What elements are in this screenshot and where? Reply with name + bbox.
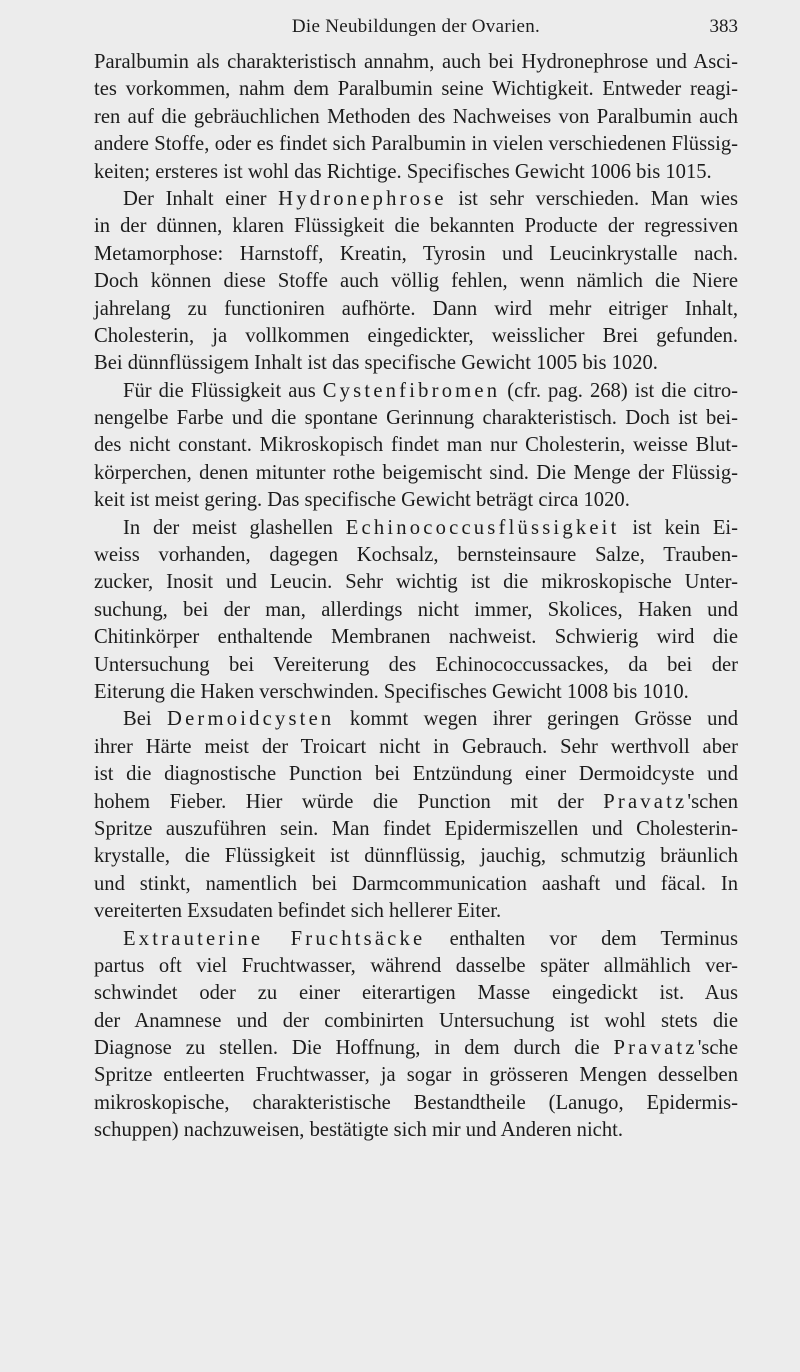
text-run: des nicht constant. Mikroskopisch findet man nur Cholesterin, weisse Blut-: [94, 434, 738, 457]
text-line: [94, 542, 738, 569]
text-run: partus oft viel Fruchtwasser, während dasselbe später allmählich ver-: [94, 954, 738, 977]
text-run: Paralbumin als charakteristisch annahm, auch bei Hydronephrose und Asci-: [94, 51, 738, 73]
text-run: ren auf die gebräuchlichen Methoden des Nachweises von Paralbumin auch: [94, 105, 738, 128]
text-run: Für die Flüssigkeit aus: [123, 379, 323, 402]
text-run: enthalten vor dem Terminus: [425, 927, 738, 950]
page-number: 383: [709, 16, 738, 37]
text-run: Spritze auszuführen sein. Man findet Epidermiszellen und Cholesterin-: [94, 817, 738, 840]
spaced-emphasis: Extrauterine Fruchtsäcke: [123, 927, 426, 950]
text-run: Chitinkörper enthaltende Membranen nachweist. Schwierig wird die: [94, 626, 738, 649]
text-line: [94, 159, 738, 186]
text-line: [94, 432, 738, 459]
spaced-emphasis: Cystenfibromen: [322, 379, 501, 402]
spaced-emphasis: Hydronephrose: [278, 187, 447, 210]
text-run: ist die diagnostische Punction bei Entzündung einer Dermoidcyste und: [94, 763, 738, 786]
text-line: [94, 131, 738, 158]
text-line: [94, 323, 738, 350]
text-run: keit ist meist gering. Das specifische Gewicht beträgt circa 1020.: [94, 489, 630, 512]
text-run: weiss vorhanden, dagegen Kochsalz, bernsteinsaure Salze, Trauben-: [94, 544, 738, 567]
text-run: Doch können diese Stoffe auch völlig fehlen, wenn nämlich die Niere: [94, 270, 738, 293]
text-run: schwindet oder zu einer eiterartigen Masse eingedickt ist. Aus: [94, 982, 738, 1005]
text-run: körperchen, denen mitunter rothe beigemischt sind. Die Menge der Flüssig-: [94, 461, 738, 484]
text-run: ist sehr verschieden. Man wies: [446, 187, 738, 210]
text-line: [94, 378, 738, 405]
running-header: [94, 16, 738, 46]
text-run: ist kein Ei-: [619, 516, 738, 539]
text-line: [94, 1117, 738, 1144]
text-line: [94, 871, 738, 898]
text-line: [94, 953, 738, 980]
text-line: [94, 898, 738, 925]
text-line: [94, 49, 738, 76]
text-run: 'schen: [687, 790, 738, 813]
text-run: zucker, Inosit und Leucin. Sehr wichtig ist die mikroskopische Unter-: [94, 571, 738, 594]
text-line: [94, 926, 738, 953]
text-run: mikroskopische, charakteristische Bestandtheile (Lanugo, Epidermis-: [94, 1091, 738, 1114]
text-run: der Anamnese und der combinirten Untersuchung ist wohl stets die: [94, 1009, 738, 1032]
text-line: [94, 104, 738, 131]
text-line: [94, 405, 738, 432]
text-run: vereiterten Exsudaten befindet sich hellerer Eiter.: [94, 900, 502, 923]
text-run: hohem Fieber. Hier würde die Punction mit der: [94, 790, 604, 813]
text-line: [94, 241, 738, 268]
text-run: Der Inhalt einer: [123, 187, 279, 210]
text-line: [94, 213, 738, 240]
text-run: krystalle, die Flüssigkeit ist dünnflüssig, jauchig, schmutzig bräunlich: [94, 845, 738, 868]
text-run: (cfr. pag. 268) ist die citro-: [500, 379, 738, 402]
text-run: andere Stoffe, oder es findet sich Paralbumin in vielen verschiedenen Flüssig-: [94, 133, 738, 156]
text-line: [94, 1008, 738, 1035]
text-line: [94, 268, 738, 295]
text-run: In der meist glashellen: [123, 516, 346, 539]
text-run: ihrer Härte meist der Troicart nicht in Gebrauch. Sehr werthvoll aber: [94, 735, 738, 758]
text-run: schuppen) nachzuweisen, bestätigte sich mir und Anderen nicht.: [94, 1119, 623, 1142]
text-run: Bei dünnflüssigem Inhalt ist das specifische Gewicht 1005 bis 1020.: [94, 352, 658, 375]
text-run: keiten; ersteres ist wohl das Richtige. Specifisches Gewicht 1006 bis 1015.: [94, 160, 712, 183]
spaced-emphasis: Pravatz: [613, 1037, 698, 1060]
text-run: Cholesterin, ja vollkommen eingedickter, weisslicher Brei gefunden.: [94, 324, 738, 347]
running-title: Die Neubildungen der Ovarien.: [291, 16, 541, 37]
text-line: [94, 789, 738, 816]
text-line: [94, 706, 738, 733]
text-line: [94, 350, 738, 377]
text-line: [94, 296, 738, 323]
text-line: [94, 186, 738, 213]
text-line: [94, 487, 738, 514]
text-run: und stinkt, namentlich bei Darmcommunication aashaft und fäcal. In: [94, 872, 738, 895]
text-run: Bei: [123, 708, 168, 731]
text-line: [94, 460, 738, 487]
text-line: [94, 980, 738, 1007]
text-run: 'sche: [697, 1037, 738, 1060]
text-line: [94, 597, 738, 624]
text-line: [94, 76, 738, 103]
body-text: [94, 49, 738, 1145]
text-line: [94, 1062, 738, 1089]
spaced-emphasis: Echinococcusflüssigkeit: [345, 516, 620, 539]
text-run: in der dünnen, klaren Flüssigkeit die bekannten Producte der regressiven: [94, 215, 738, 238]
text-run: suchung, bei der man, allerdings nicht immer, Skolices, Haken und: [94, 598, 738, 621]
text-run: kommt wegen ihrer geringen Grösse und: [334, 708, 739, 731]
spaced-emphasis: Pravatz: [603, 790, 688, 813]
text-run: Untersuchung bei Vereiterung des Echinococcussackes, da bei der: [94, 653, 738, 676]
text-line: [94, 761, 738, 788]
text-run: tes vorkommen, nahm dem Paralbumin seine Wichtigkeit. Entweder reagi-: [94, 78, 738, 101]
text-run: Diagnose zu stellen. Die Hoffnung, in dem durch die: [94, 1037, 614, 1060]
text-line: [94, 624, 738, 651]
text-line: [94, 1090, 738, 1117]
text-line: [94, 734, 738, 761]
text-line: [94, 652, 738, 679]
text-line: [94, 679, 738, 706]
text-line: [94, 843, 738, 870]
text-line: [94, 569, 738, 596]
text-line: [94, 1035, 738, 1062]
text-run: Spritze entleerten Fruchtwasser, ja sogar in grösseren Mengen desselben: [94, 1064, 738, 1087]
text-run: Metamorphose: Harnstoff, Kreatin, Tyrosin und Leucinkrystalle nach.: [94, 242, 738, 265]
text-line: [94, 515, 738, 542]
text-line: [94, 816, 738, 843]
text-run: nengelbe Farbe und die spontane Gerinnung charakteristisch. Doch ist bei-: [94, 407, 738, 430]
text-run: jahrelang zu functioniren aufhörte. Dann wird mehr eitriger Inhalt,: [94, 297, 738, 320]
text-run: Eiterung die Haken verschwinden. Specifisches Gewicht 1008 bis 1010.: [94, 680, 689, 703]
spaced-emphasis: Dermoidcysten: [167, 708, 335, 731]
